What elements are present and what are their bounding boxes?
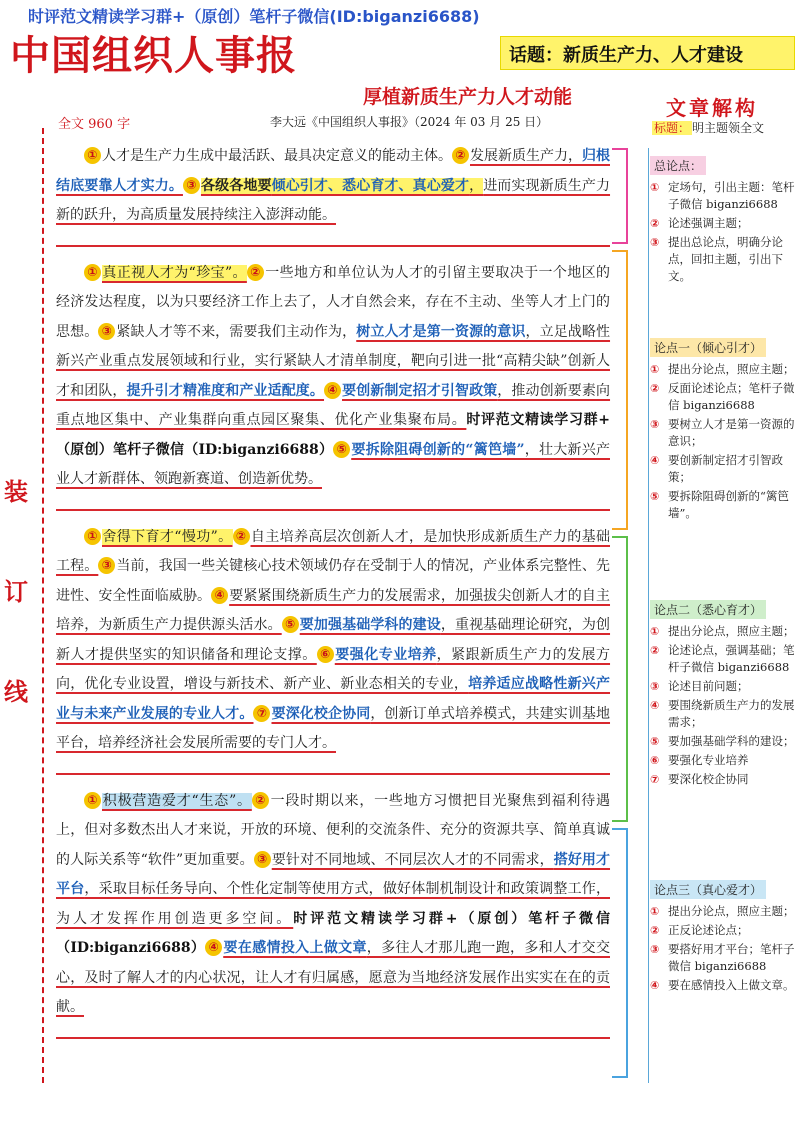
structure-item-number: ④: [650, 979, 660, 992]
sentence-number-badge: ③: [254, 851, 271, 868]
sentence-text: 紧缺人才等不来，需要我们主动作为，: [116, 323, 357, 340]
sentence-text: ，重视基础理论研究，为创新人才提供坚实的知识储备和理论支撑。: [56, 617, 611, 663]
sentence-number-badge: ①: [84, 792, 101, 809]
binding-dashed-line: [42, 128, 44, 1083]
sentence-number-badge: ⑤: [333, 441, 350, 458]
theme-tag: 标题：: [654, 121, 691, 135]
sentence-text: 舍得下育才“慢功”。: [102, 528, 233, 545]
structure-item: [650, 697, 796, 731]
structure-item-text: 提出分论点，照应主题；: [668, 362, 795, 376]
sentence-text: 培养适应战略性新兴产业与未来产业发展的专业人才。: [56, 676, 611, 722]
promo-text: 时评范文精读学习群+（原创）笔杆子微信（ID:biganzi6688）: [56, 910, 611, 956]
binding-char: 订: [4, 577, 28, 606]
structure-block: [650, 880, 796, 996]
structure-item-text: 论述论点，强调基础；笔杆子微信 biganzi6688: [668, 643, 795, 674]
structure-item: [650, 179, 796, 213]
sentence-number-badge: ①: [84, 147, 101, 164]
structure-item-text: 反面论述论点；笔杆子微信 biganzi6688: [668, 381, 795, 412]
structure-item-number: ③: [650, 236, 660, 249]
structure-item-text: 要强化专业培养: [668, 753, 749, 767]
structure-item: [650, 452, 796, 486]
binding-char: 装: [4, 477, 28, 506]
structure-item: [650, 922, 796, 939]
structure-item: [650, 752, 796, 769]
sentence-number-badge: ④: [205, 939, 222, 956]
sentence-number-badge: ④: [324, 382, 341, 399]
promo-text: 时评范文精读学习群+（原创）笔杆子微信（ID:biganzi6688）: [56, 412, 611, 458]
sentence-number-badge: ⑤: [282, 616, 299, 633]
sentence-text: 要创新制定招才引智政策: [342, 382, 498, 399]
sentence-text: 人才是生产力生成中最活跃、最具决定意义的能动主体。: [102, 148, 452, 164]
sentence-text: 自主培养高层次创新人才，是加快形成新质生产力的基础工程。: [56, 528, 610, 574]
sentence-number-badge: ⑥: [317, 646, 334, 663]
structure-item-text: 论述强调主题；: [668, 216, 749, 230]
sentence-text: 要针对不同地域、不同层次人才的不同需求，: [271, 851, 554, 868]
sentence-text: 一些地方和单位认为人才的引留主要取决于一个地区的经济发达程度，以为只要经济工作上去了，人才自然会来，存在不主动、坐等人才上门的思想。: [56, 264, 610, 340]
newspaper-logo: 中国组织人事报: [10, 32, 297, 79]
structure-block-heading: 论点二（悉心育才）: [650, 600, 766, 619]
structure-item-text: 要搭好用才平台；笔杆子微信 biganzi6688: [668, 942, 795, 973]
side-panel-divider: [648, 148, 649, 1083]
structure-item: [650, 234, 796, 285]
paragraph-point-two: [56, 523, 610, 775]
sentence-text: 倾心引才、悉心育才、真心爱才: [271, 177, 470, 194]
top-banner: 时评范文精读学习群+（原创）笔杆子微信(ID:biganzi6688): [28, 7, 480, 26]
structure-block-heading: 总论点：: [650, 156, 706, 175]
topic-box: 话题：新质生产力、人才建设: [500, 36, 795, 70]
structure-item-number: ③: [650, 418, 660, 431]
sentence-number-badge: ①: [84, 528, 101, 545]
sentence-text: 要拆除阻碍创新的“篱笆墙”: [351, 441, 525, 458]
structure-item-number: ②: [650, 382, 660, 395]
structure-item-text: 要拆除阻碍创新的“篱笆墙”。: [668, 489, 789, 520]
byline: 李大远《中国组织人事报》（2024 年 03 月 25 日）: [270, 115, 549, 129]
sentence-text: 发展新质生产力，: [470, 148, 582, 164]
sentence-text: 积极营造爱才“生态”。: [102, 792, 252, 809]
structure-item-text: 要加强基础学科的建设；: [668, 734, 795, 748]
sentence-text: ，: [469, 177, 484, 194]
sentence-text: 要紧紧围绕新质生产力的发展需求，加强拔尖创新人才的自主培养，为新质生产力提供源头活水。: [56, 587, 611, 633]
sentence-text: 进而实现新质生产力新的跃升，为高质量发展持续注入澎湃动能。: [56, 177, 611, 223]
sentence-text: 一段时期以来，一些地方习惯把目光聚焦到福利待遇上，但对多数杰出人才来说，开放的环境、便利的交流条件、充分的资源共享、简单真诚的人际关系等“软件”更加重要。: [56, 792, 610, 868]
sentence-text: 各级各地要: [200, 177, 272, 194]
structure-item-text: 要创新制定招才引智政策；: [668, 453, 783, 484]
sentence-text: 要在感情投入上做文章: [223, 940, 367, 956]
sentence-number-badge: ⑦: [253, 705, 270, 722]
sentence-text: ，推动创新要素向重点地区集中、产业集群向重点园区聚集、优化产业集聚布局。: [56, 382, 611, 428]
sentence-text: 要强化专业培养: [334, 646, 437, 663]
article-body: [56, 142, 610, 1051]
structure-item: [650, 361, 796, 378]
sentence-number-badge: ③: [98, 323, 115, 340]
structure-item-text: 提出分论点，照应主题；: [668, 624, 795, 638]
structure-item-number: ④: [650, 699, 660, 712]
side-panel-theme: [652, 119, 800, 136]
sentence-number-badge: ③: [98, 557, 115, 574]
structure-item-text: 要深化校企协同: [668, 772, 749, 786]
structure-item-number: ④: [650, 454, 660, 467]
structure-item: [650, 488, 796, 522]
structure-item: [650, 380, 796, 414]
structure-item-number: ②: [650, 217, 660, 230]
sentence-number-badge: ③: [183, 177, 200, 194]
structure-item-number: ⑤: [650, 735, 660, 748]
structure-item-number: ①: [650, 625, 660, 638]
paragraph-point-one: [56, 259, 610, 511]
structure-item: [650, 642, 796, 676]
structure-block-heading: 论点三（真心爱才）: [650, 880, 766, 899]
structure-block: [650, 338, 796, 524]
structure-item-number: ⑦: [650, 773, 660, 786]
structure-item: [650, 903, 796, 920]
structure-item-text: 提出分论点，照应主题；: [668, 904, 795, 918]
structure-item-number: ②: [650, 644, 660, 657]
structure-item-number: ③: [650, 943, 660, 956]
bracket-point-one: [612, 250, 628, 530]
bracket-intro: [612, 148, 628, 244]
sentence-text: 要深化校企协同: [271, 705, 371, 722]
sentence-text: ，紧跟新质生产力的发展方向，优化专业设置，增设与新技术、新产业、新业态相关的专业，: [56, 646, 611, 692]
structure-item-number: ①: [650, 363, 660, 376]
structure-item: [650, 215, 796, 232]
bracket-point-three: [612, 828, 628, 1078]
sentence-number-badge: ④: [211, 587, 228, 604]
sentence-text: ，采取目标任务导向、个性化定制等使用方式，做好体制机制设计和政策调整工作，为人才发挥作用创造更多空间。: [56, 881, 610, 927]
sentence-text: ，壮大新兴产业人才新群体、领跑新赛道、创造新优势。: [56, 441, 610, 487]
sentence-text: ，创新订单式培养模式，共建实训基地平台，培养经济社会发展所需要的专门人才。: [56, 705, 611, 751]
structure-item-number: ②: [650, 924, 660, 937]
structure-item-number: ①: [650, 905, 660, 918]
sentence-text: 当前，我国一些关键核心技术领域仍存在受制于人的情况，产业体系完整性、先进性、安全性面临威胁。: [56, 558, 611, 604]
sentence-number-badge: ②: [247, 264, 264, 281]
sentence-text: 真正视人才为“珍宝”。: [102, 264, 247, 281]
sentence-text: 树立人才是第一资源的意识: [356, 323, 526, 340]
structure-item: [650, 977, 796, 994]
sentence-text: ，立足战略性新兴产业重点发展领域和行业，实行紧缺人才清单制度，靶向引进一批“高精尖缺”创新人才和团队，: [56, 323, 611, 399]
sentence-text: 搭好用才平台: [56, 851, 611, 897]
sentence-number-badge: ②: [252, 792, 269, 809]
structure-item-number: ⑤: [650, 490, 660, 503]
structure-block-heading: 论点一（倾心引才）: [650, 338, 766, 357]
structure-item: [650, 733, 796, 750]
sentence-text: 要加强基础学科的建设: [299, 617, 441, 633]
structure-item-number: ③: [650, 680, 660, 693]
structure-item: [650, 623, 796, 640]
structure-item-text: 论述目前问题；: [668, 679, 749, 693]
structure-item-text: 要树立人才是第一资源的意识；: [668, 417, 795, 448]
structure-block: [650, 600, 796, 790]
article-headline: 厚植新质生产力人才动能: [363, 86, 573, 108]
sentence-number-badge: ①: [84, 264, 101, 281]
sentence-number-badge: ②: [452, 147, 469, 164]
theme-text: 明主题领全文: [692, 121, 765, 135]
structure-item: [650, 678, 796, 695]
sentence-text: ，多往人才那儿跑一跑，多和人才交交心，及时了解人才的内心状况，让人才有归属感，愿意为当地经济发展作出实实在在的贡献。: [56, 940, 610, 1015]
paragraph-intro: [56, 142, 610, 247]
binding-char: 线: [4, 677, 28, 706]
structure-item-text: 正反论述论点；: [668, 923, 749, 937]
sentence-number-badge: ②: [233, 528, 250, 545]
sentence-text: 归根结底要靠人才实力。: [56, 148, 610, 194]
bracket-point-two: [612, 536, 628, 822]
side-panel-title: 文章解构: [666, 96, 758, 120]
structure-item-text: 要围绕新质生产力的发展需求；: [668, 698, 795, 729]
structure-item-number: ⑥: [650, 754, 660, 767]
structure-item-text: 提出总论点，明确分论点，回扣主题，引出下文。: [668, 235, 783, 283]
structure-item-number: ①: [650, 181, 660, 194]
structure-item: [650, 941, 796, 975]
structure-item-text: 要在感情投入上做文章。: [668, 978, 795, 992]
paragraph-point-three: [56, 787, 610, 1039]
sentence-text: 提升引才精准度和产业适配度。: [126, 382, 325, 399]
structure-item: [650, 416, 796, 450]
word-count: 全文 960 字: [58, 117, 131, 132]
structure-item-text: 定场句，引出主题：笔杆子微信 biganzi6688: [668, 180, 795, 211]
structure-item: [650, 771, 796, 788]
structure-block: [650, 156, 796, 287]
